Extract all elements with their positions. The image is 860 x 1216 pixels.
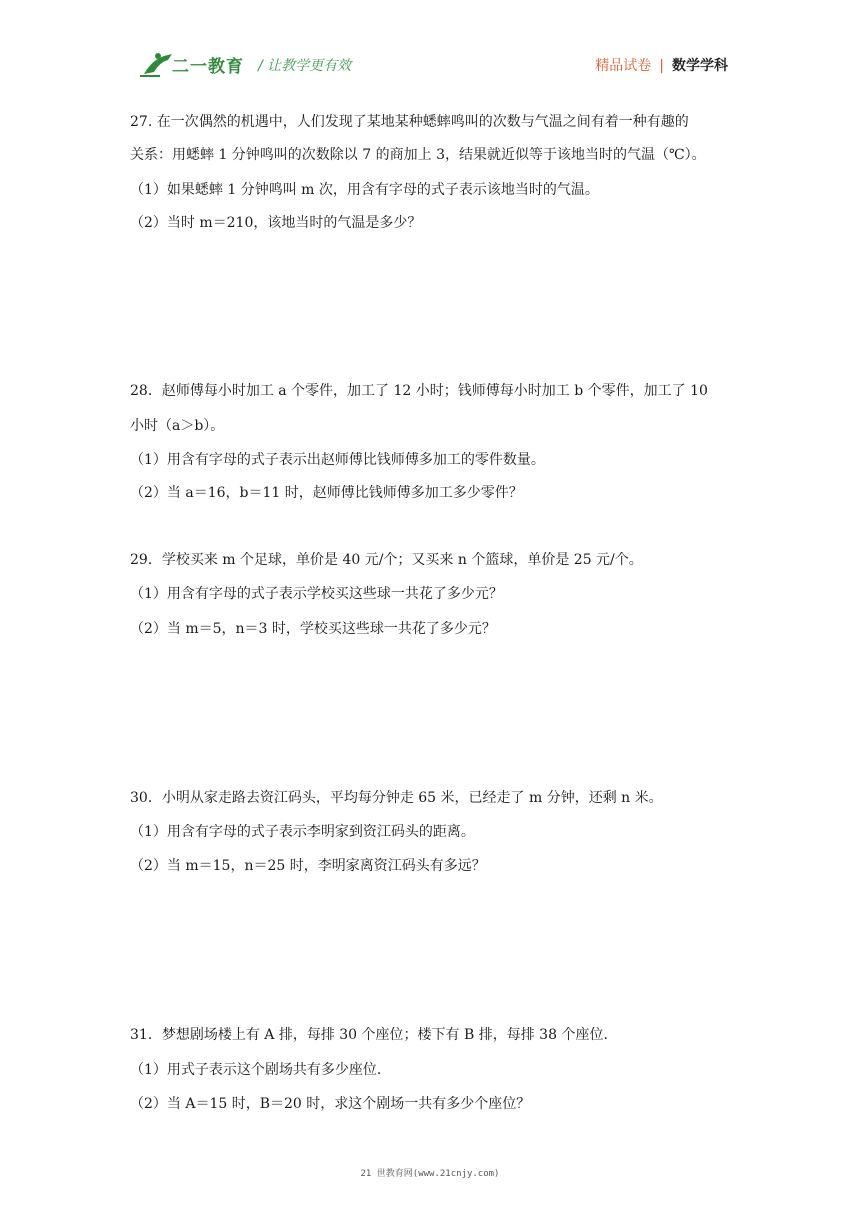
question-line: （1）用含有字母的式子表示出赵师傅比钱师傅多加工的零件数量。 — [130, 452, 545, 468]
question-line: 小时（a＞b）。 — [130, 418, 225, 434]
question-line: （2）当时 m＝210，该地当时的气温是多少？ — [130, 215, 422, 231]
question-line: 关系：用蟋蟀 1 分钟鸣叫的次数除以 7 的商加上 3，结果就近似等于该地当时的气温（℃）。 — [130, 147, 706, 163]
page-footer: 21 世教育网(www.21cnjy.com) — [360, 1169, 500, 1179]
page-header — [0, 0, 860, 100]
question-line: （2）当 m＝15，n＝25 时，李明家离资江码头有多远？ — [130, 858, 486, 874]
question-line: （1）用含有字母的式子表示学校买这些球一共花了多少元？ — [130, 586, 503, 602]
subject-label: 数学学科 — [672, 58, 728, 74]
question-line: 30．小明从家走路去资江码头，平均每分钟走 65 米，已经走了 m 分钟，还剩 n 米。 — [130, 790, 663, 806]
badge-label: 精品试卷 — [595, 58, 652, 74]
header-subject-info — [595, 55, 728, 75]
question-line: 27. 在一次偶然的机遇中，人们发现了某地某种蟋蟀鸣叫的次数与气温之间有着一种有趣的 — [130, 114, 689, 130]
question-line: （1）用式子表示这个剧场共有多少座位． — [130, 1062, 391, 1078]
question-line: 31．梦想剧场楼上有 A 排，每排 30 个座位；楼下有 B 排，每排 38 个座位． — [130, 1027, 618, 1043]
question-line: （1）用含有字母的式子表示李明家到资江码头的距离。 — [130, 824, 475, 840]
question-line: 29．学校买来 m 个足球，单价是 40 元/个；又买来 n 个篮球，单价是 25 元/个。 — [130, 552, 643, 568]
brand-name: 二一教育 — [172, 57, 244, 77]
question-line: （2）当 a＝16，b＝11 时，赵师傅比钱师傅多加工多少零件？ — [130, 485, 523, 501]
question-line: （2）当 m＝5，n＝3 时，学校买这些球一共花了多少元？ — [130, 621, 496, 637]
header-separator: | — [659, 58, 664, 74]
brand-slogan: / 让教学更有效 — [258, 58, 352, 74]
question-line: 28．赵师傅每小时加工 a 个零件，加工了 12 小时；钱师傅每小时加工 b 个零件，加工了 10 — [130, 383, 708, 399]
question-line: （1）如果蟋蟀 1 分钟鸣叫 m 次，用含有字母的式子表示该地当时的气温。 — [130, 182, 599, 198]
question-line: （2）当 A＝15 时，B＝20 时，求这个剧场一共有多少个座位？ — [130, 1096, 531, 1112]
